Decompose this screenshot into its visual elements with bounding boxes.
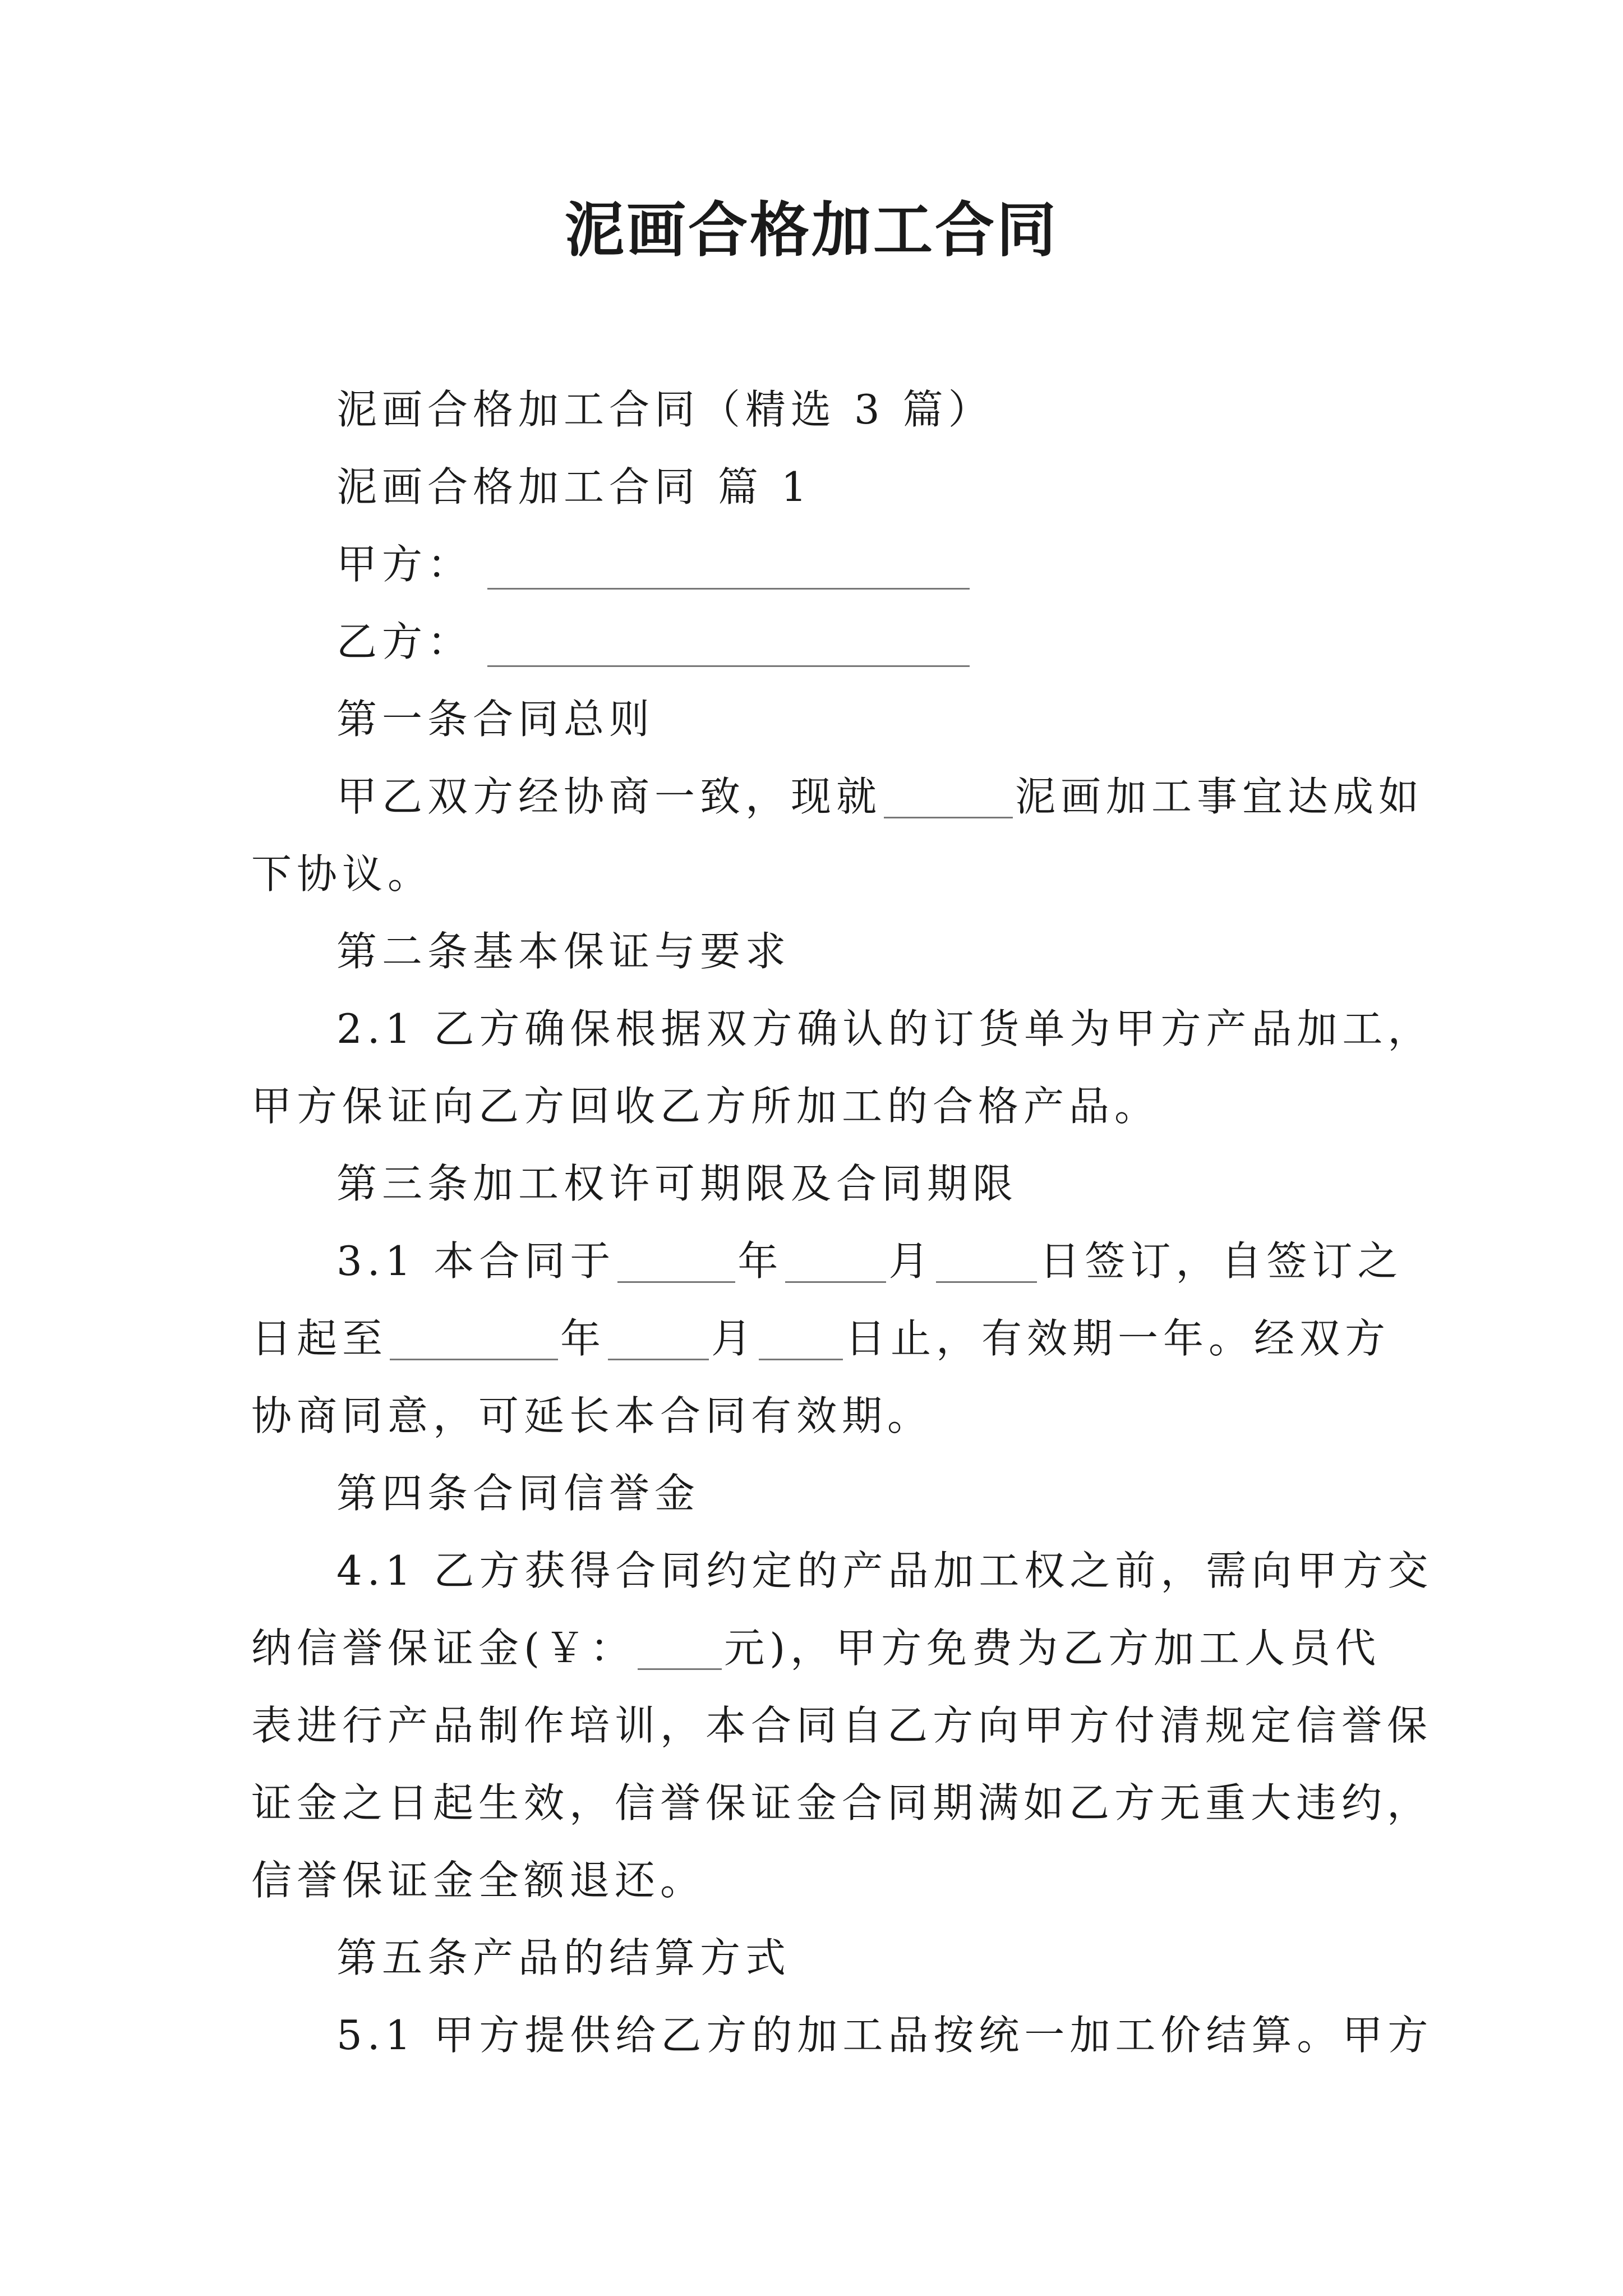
text-segment: 月 [711, 1315, 757, 1362]
blank-field [608, 1319, 709, 1360]
article-3-line-3: 协商同意，可延长本合同有效期。 [251, 1392, 933, 1439]
article-4-heading: 第四条合同信誉金 [336, 1470, 700, 1517]
document-title: 泥画合格加工合同 [565, 195, 1058, 265]
text-segment: 甲乙双方经协商一致，现就 [336, 773, 882, 820]
party-b-blank [487, 626, 970, 667]
article-3-heading: 第三条加工权许可期限及合同期限 [336, 1160, 1018, 1207]
article-4-line-3: 表进行产品制作培训，本合同自乙方向甲方付清规定信誉保 [251, 1702, 1433, 1749]
blank-field [759, 1319, 843, 1360]
blank-field [390, 1319, 558, 1360]
article-1-heading: 第一条合同总则 [336, 696, 655, 743]
text-segment: 月 [888, 1237, 934, 1285]
text-segment: 日止，有效期一年。经双方 [845, 1315, 1391, 1362]
section-heading: 泥画合格加工合同 篇 1 [336, 463, 812, 510]
party-b-label: 乙方： [336, 618, 473, 665]
blank-field [884, 777, 1013, 818]
text-segment: 泥画加工事宜达成如 [1015, 773, 1424, 820]
party-b-row [336, 614, 970, 670]
blank-field [638, 1629, 722, 1670]
text-segment: 日签订，自签订之 [1039, 1237, 1403, 1285]
document-subtitle: 泥画合格加工合同（精选 3 篇） [336, 386, 994, 433]
text-segment: 纳信誉保证金(￥： [251, 1625, 636, 1672]
article-2-heading: 第二条基本保证与要求 [336, 928, 791, 975]
text-segment: 年 [560, 1315, 606, 1362]
blank-field [617, 1242, 735, 1283]
article-2-line-2: 甲方保证向乙方回收乙方所加工的合格产品。 [251, 1083, 1160, 1130]
party-a-label: 甲方： [336, 541, 473, 588]
text-segment: 日起至 [251, 1315, 388, 1362]
article-5-heading: 第五条产品的结算方式 [336, 1934, 791, 1981]
text-segment: 3.1 本合同于 [336, 1237, 616, 1285]
article-4-line-5: 信誉保证金全额退还。 [251, 1857, 706, 1904]
article-1-line-1 [336, 769, 1424, 825]
article-4-line-4: 证金之日起生效，信誉保证金合同期满如乙方无重大违约， [251, 1779, 1433, 1826]
text-segment: 元)，甲方免费为乙方加工人员代 [724, 1625, 1381, 1672]
party-a-blank [487, 549, 970, 590]
text-segment: 年 [737, 1237, 783, 1285]
article-5-line-1: 5.1 甲方提供给乙方的加工品按统一加工价结算。甲方 [336, 2012, 1433, 2059]
blank-field [785, 1242, 886, 1283]
article-2-line-1: 2.1 乙方确保根据双方确认的订货单为甲方产品加工， [336, 1005, 1433, 1052]
blank-field [936, 1242, 1037, 1283]
article-3-line-2 [251, 1310, 1390, 1366]
article-1-line-2: 下协议。 [251, 850, 434, 898]
article-4-line-1: 4.1 乙方获得合同约定的产品加工权之前，需向甲方交 [336, 1547, 1433, 1594]
article-4-line-2 [251, 1620, 1381, 1676]
article-3-line-1 [336, 1233, 1403, 1289]
party-a-row [336, 536, 970, 592]
